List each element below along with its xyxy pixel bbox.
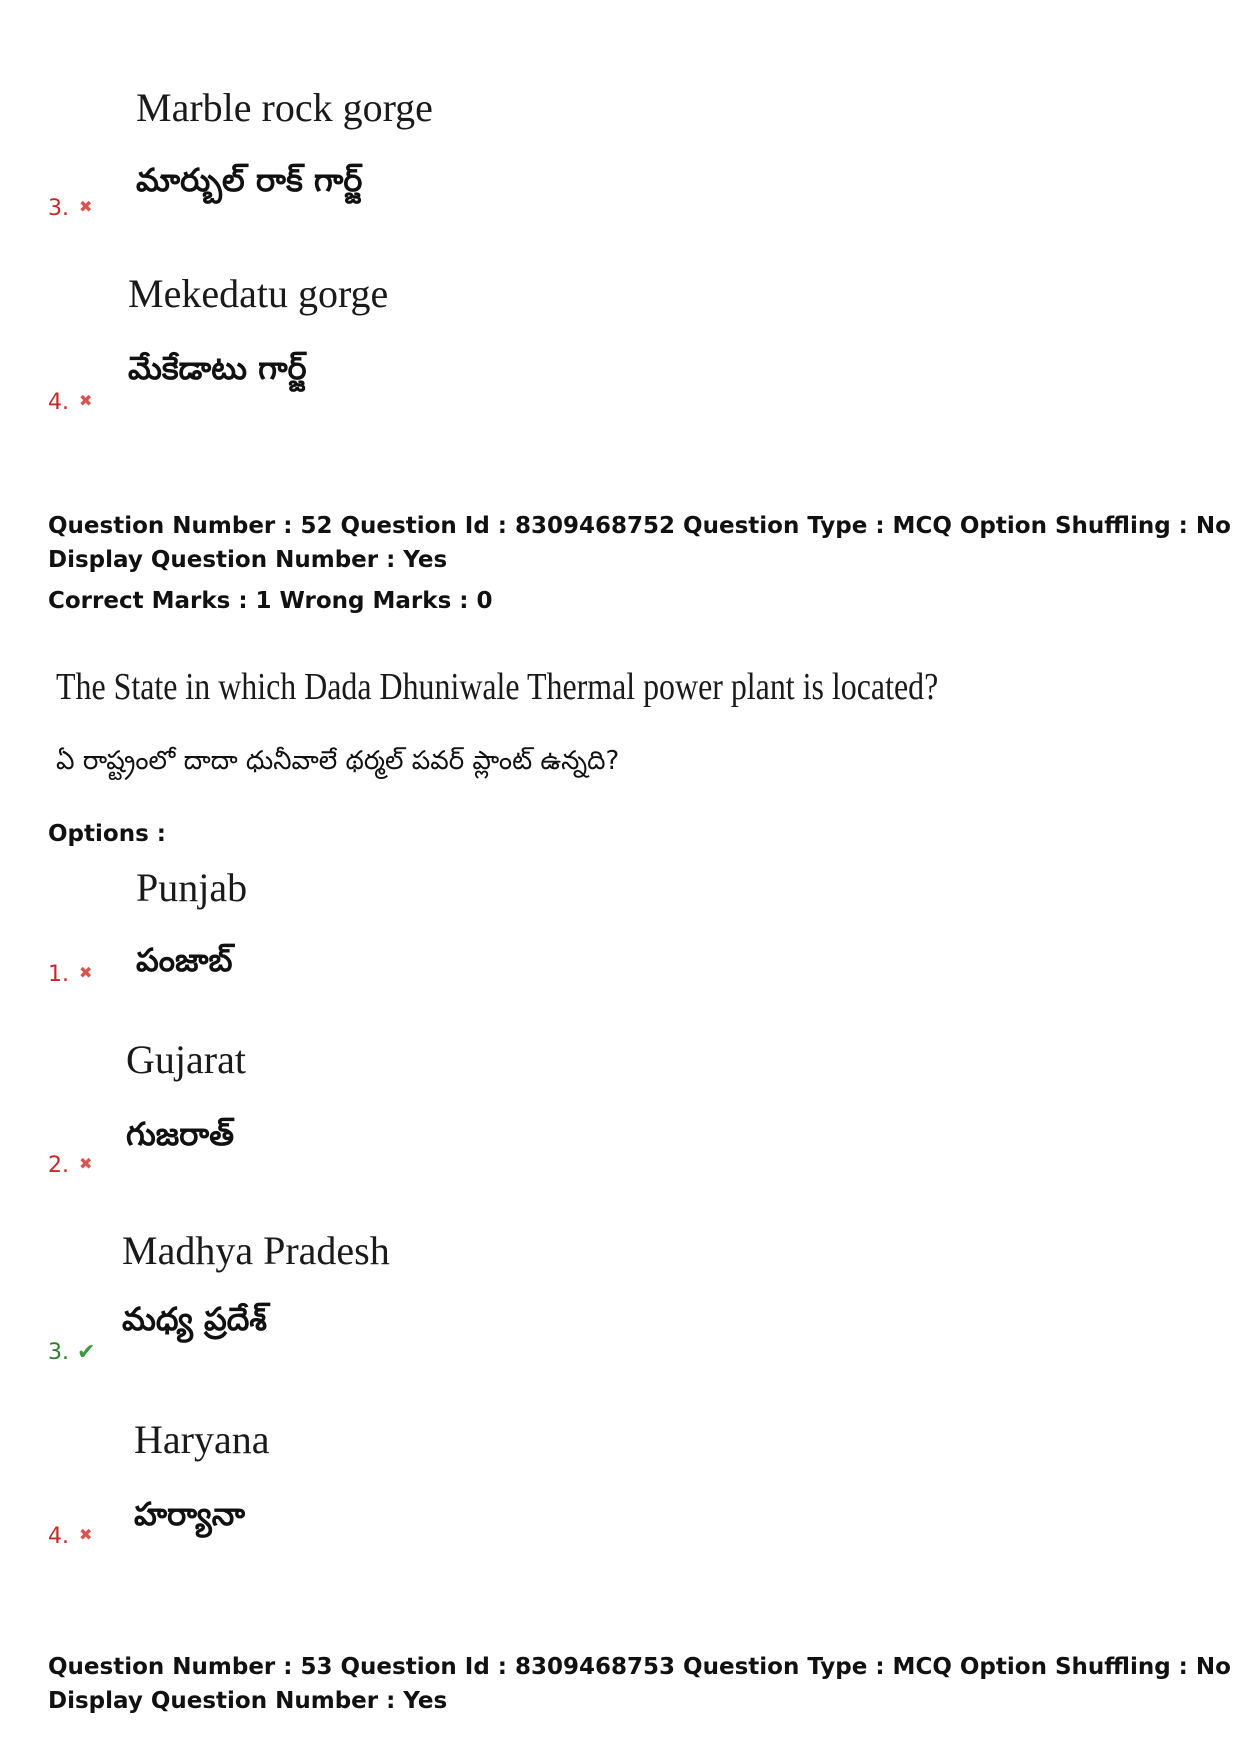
q52-option-1-number <box>48 964 92 986</box>
q52-meta-line-2: Display Question Number : Yes <box>48 547 448 573</box>
q52-option-2-number <box>48 1155 92 1177</box>
option-number-label: 1. <box>48 962 69 987</box>
options-label: Options : <box>48 821 166 847</box>
option-number-label: 4. <box>48 390 69 415</box>
q52-option-3-telugu: మధ్య ప్రదేశ్ <box>122 1300 267 1338</box>
q52-option-4-telugu: హర్యానా <box>134 1495 245 1533</box>
q53-meta-line-1: Question Number : 53 Question Id : 8309468753 Question Type : MCQ Option Shuffling : No <box>48 1654 1231 1680</box>
option-number-label: 3. <box>48 196 69 221</box>
prev-option-4-english: Mekedatu gorge <box>128 271 389 316</box>
prev-option-4-number <box>48 392 92 414</box>
q52-option-3-english: Madhya Pradesh <box>122 1228 390 1273</box>
wrong-cross-icon: ✖ <box>79 1154 93 1173</box>
prev-option-3-english: Marble rock gorge <box>136 85 433 130</box>
option-number-label: 2. <box>48 1153 69 1178</box>
wrong-cross-icon: ✖ <box>79 197 93 216</box>
q52-text-english: The State in which Dada Dhuniwale Thermal power plant is located? <box>56 666 939 708</box>
correct-check-icon: ✔ <box>77 1340 96 1365</box>
q52-option-4-number <box>48 1526 92 1548</box>
option-number-label: 4. <box>48 1524 69 1549</box>
q52-text-telugu: ఏ రాష్ట్రంలో దాదా ధునీవాలే థర్మల్ పవర్ ప్లాంట్ ఉన్నది? <box>56 746 620 776</box>
q52-option-4-english: Haryana <box>134 1417 270 1462</box>
q53-meta-line-2: Display Question Number : Yes <box>48 1688 448 1714</box>
wrong-cross-icon: ✖ <box>79 391 93 410</box>
q52-option-2-english: Gujarat <box>126 1037 246 1082</box>
q52-option-2-telugu: గుజరాత్ <box>126 1115 235 1153</box>
q52-marks: Correct Marks : 1 Wrong Marks : 0 <box>48 588 493 614</box>
prev-option-3-telugu: మార్బుల్ రాక్ గార్జ్ <box>136 161 363 199</box>
q52-option-3-number <box>48 1342 95 1364</box>
wrong-cross-icon: ✖ <box>79 1525 93 1544</box>
q52-meta-line-1: Question Number : 52 Question Id : 8309468752 Question Type : MCQ Option Shuffling : No <box>48 513 1231 539</box>
q52-option-1-telugu: పంజాబ్ <box>136 941 233 979</box>
prev-option-4-telugu: మేకేడాటు గార్జ్ <box>128 349 307 387</box>
wrong-cross-icon: ✖ <box>79 963 93 982</box>
q52-option-1-english: Punjab <box>136 865 248 910</box>
prev-option-3-number <box>48 198 92 220</box>
option-number-label: 3. <box>48 1340 69 1365</box>
